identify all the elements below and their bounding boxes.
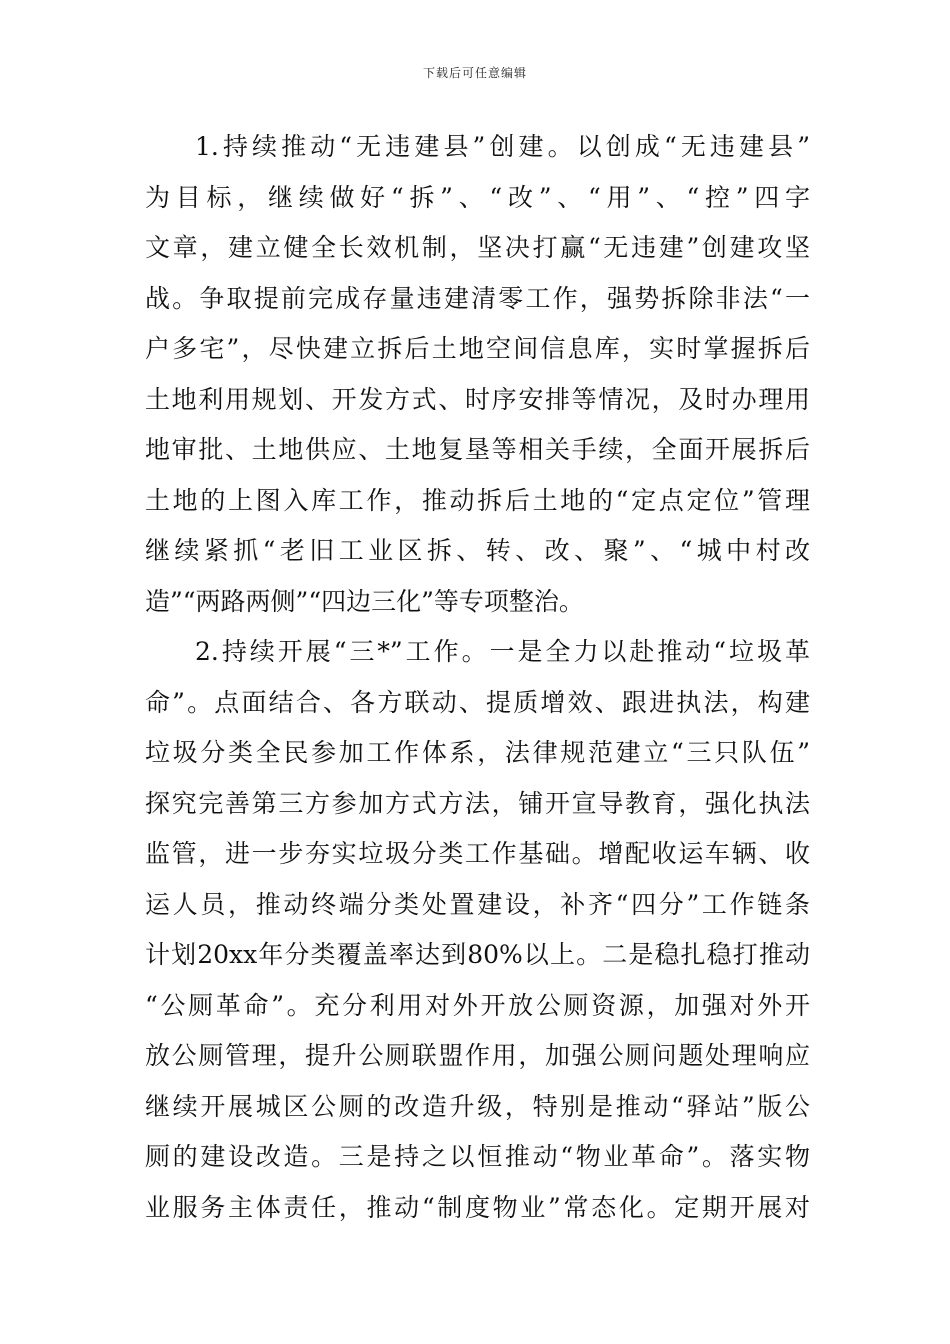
text-line: 战。争取提前完成存量违建清零工作，强势拆除非法“一 — [145, 283, 810, 313]
text-line: 放公厕管理，提升公厕联盟作用，加强公厕问题处理响应 — [145, 1041, 810, 1070]
text-line: 造”“两路两侧”“四边三化”等专项整治。 — [145, 586, 584, 616]
text-line: 继续紧抓“老旧工业区拆、转、改、聚”、“城中村改 — [145, 536, 810, 565]
text-line: 监管，进一步夯实垃圾分类工作基础。增配收运车辆、收 — [145, 839, 810, 868]
text-line: 户多宅”，尽快建立拆后土地空间信息库，实时掌握拆后 — [145, 334, 810, 363]
text-line: 土地利用规划、开发方式、时序安排等情况，及时办理用 — [145, 384, 810, 414]
text-line: “公厕革命”。充分利用对外开放公厕资源，加强对外开 — [145, 990, 810, 1020]
text-line: 2.持续开展“三*”工作。一是全力以赴推动“垃圾革 — [195, 637, 810, 666]
text-line: 垃圾分类全民参加工作体系，法律规范建立“三只队伍” — [145, 738, 810, 767]
text-line: 运人员，推动终端分类处置建设，补齐“四分”工作链条 — [145, 889, 810, 919]
text-line: 继续开展城区公厕的改造升级，特别是推动“驿站”版公 — [145, 1091, 810, 1121]
text-line: 1.持续推动“无违建县”创建。以创成“无违建县” — [195, 132, 810, 161]
document-body — [145, 122, 810, 1233]
paragraph-2 — [145, 627, 810, 1233]
text-line: 厕的建设改造。三是持之以恒推动“物业革命”。落实物 — [145, 1142, 810, 1171]
text-line: 文章，建立健全长效机制，坚决打赢“无违建”创建攻坚 — [145, 233, 810, 262]
text-line: 为目标，继续做好“拆”、“改”、“用”、“控”四字 — [145, 182, 810, 212]
text-line: 地审批、土地供应、土地复垦等相关手续，全面开展拆后 — [145, 435, 810, 464]
page-header: 下载后可任意编辑 — [422, 66, 527, 80]
text-line: 计划20xx年分类覆盖率达到80%以上。二是稳扎稳打推动 — [145, 940, 810, 969]
text-line: 土地的上图入库工作，推动拆后土地的“定点定位”管理 — [145, 485, 810, 515]
text-line: 命”。点面结合、各方联动、提质增效、跟进执法，构建 — [145, 687, 810, 717]
text-line: 探究完善第三方参加方式方法，铺开宣导教育，强化执法 — [145, 788, 810, 818]
paragraph-1 — [145, 122, 810, 627]
text-line: 业服务主体责任，推动“制度物业”常态化。定期开展对 — [145, 1192, 810, 1222]
